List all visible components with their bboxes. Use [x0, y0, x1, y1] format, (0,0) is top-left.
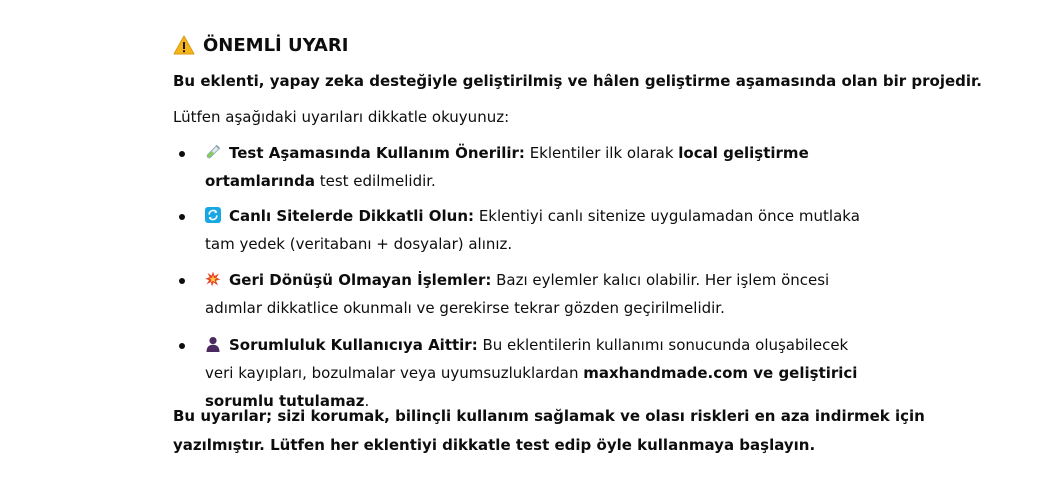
- item-strong: maxhandmade.com ve geliştirici sorumlu tutulamaz: [205, 364, 858, 410]
- intro-text: Bu eklenti, yapay zeka desteğiyle geliştirilmiş ve hâlen geliştirme aşamasında olan bir projedir.: [173, 72, 983, 90]
- test-tube-icon: [205, 144, 221, 160]
- heading-title: ÖNEMLİ UYARI: [203, 34, 349, 56]
- refresh-icon: [205, 207, 221, 223]
- item-title: Geri Dönüşü Olmayan İşlemler:: [229, 271, 492, 289]
- bullet: [179, 343, 185, 349]
- warning-icon: [173, 35, 195, 55]
- explosion-icon: [205, 271, 221, 287]
- item-title: Sorumluluk Kullanıcıya Aittir:: [229, 336, 478, 354]
- warning-heading: [173, 30, 348, 60]
- item-strong: local geliştirme ortamlarında: [205, 144, 809, 190]
- bullet: [179, 278, 185, 284]
- outro-text: Bu uyarılar; sizi korumak, bilinçli kullanım sağlamak ve olası riskleri en aza indirmek için yazılmıştır. Lütfen her eklentiyi dikkatle test edip öyle kullanmaya başlayın.: [173, 407, 925, 454]
- item-title: Canlı Sitelerde Dikkatli Olun:: [229, 207, 475, 225]
- lead-text: Lütfen aşağıdaki uyarıları dikkatle okuyunuz:: [173, 108, 510, 126]
- item-text: Bazı eylemler kalıcı olabilir. Her işlem öncesi adımlar dikkatlice okunmalı ve gerekirse tekrar gözden geçirilmelidir.: [205, 271, 830, 317]
- person-icon: [205, 336, 221, 352]
- item-title: Test Aşamasında Kullanım Önerilir:: [229, 144, 525, 162]
- item-text: Bu eklentilerin kullanımı sonucunda oluşabilecek veri kayıpları, bozulmalar veya uyumsuzluklardan: [205, 336, 849, 382]
- item-text: Eklentiler ilk olarak: [524, 144, 679, 162]
- bullet: [179, 214, 185, 220]
- item-text-end: test edilmelidir.: [314, 172, 436, 190]
- item-text: Eklentiyi canlı sitenize uygulamadan önce mutlaka tam yedek (veritabanı + dosyalar) alınız.: [205, 207, 860, 253]
- item-text-end: .: [364, 392, 370, 410]
- bullet: [179, 151, 185, 157]
